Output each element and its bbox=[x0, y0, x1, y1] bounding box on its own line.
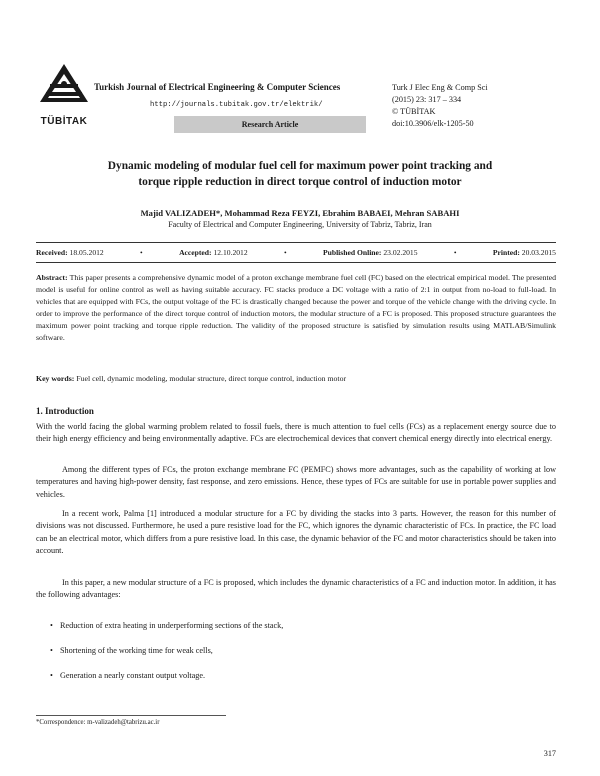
doi[interactable]: doi:10.3906/elk-1205-50 bbox=[392, 119, 474, 128]
affiliation: Faculty of Electrical and Computer Engineering, University of Tabriz, Tabriz, Iran bbox=[168, 220, 432, 229]
bullet-icon: • bbox=[50, 646, 53, 655]
paragraph-1: With the world facing the global warming problem related to fossil fuels, there is much attention to fuel cells (FCs) as a replacement energy source due to their high energy efficiency and being environmentally adaptive. FCs are electrochemical devices that convert chemical energy directly into electrical energy. bbox=[36, 422, 556, 444]
journal-name: Turkish Journal of Electrical Engineering & Computer Sciences bbox=[94, 82, 341, 92]
article-type-badge: Research Article bbox=[174, 116, 366, 133]
accepted-date: Accepted: 12.10.2012 bbox=[179, 248, 248, 257]
citation-block bbox=[392, 82, 488, 130]
date-separator: • bbox=[140, 248, 143, 257]
author-list: Majid VALIZADEH*, Mohammad Reza FEYZI, Ebrahim BABAEI, Mehran SABAHI bbox=[140, 208, 460, 218]
dates-bar bbox=[36, 248, 556, 257]
list-item: • Shortening of the working time for weak cells, bbox=[50, 646, 213, 655]
bullet-icon: • bbox=[50, 671, 53, 680]
divider-top bbox=[36, 242, 556, 243]
copyright: © TÜBİTAK bbox=[392, 107, 436, 116]
paragraph-3: In a recent work, Palma [1] introduced a modular structure for a FC by dividing the stacks into 3 parts. However, the reason for this number of divisions was not discussed. Furthermore, he used a pure resistive load for the FC, which ignores the dynamic characteristic of FCs. In practice, the FC load can be an electrical motor, which differs from a pure resistive load. In this case, the dynamic behavior of the FC and motor characteristics should be taken into account. bbox=[36, 509, 556, 556]
published-date: Published Online: 23.02.2015 bbox=[322, 248, 418, 257]
title-line-2: torque ripple reduction in direct torque control of induction motor bbox=[138, 176, 462, 188]
bullet-icon: • bbox=[50, 621, 53, 630]
keywords-text: Fuel cell, dynamic modeling, modular structure, direct torque control, induction motor bbox=[76, 374, 347, 383]
abstract-label: Abstract: bbox=[36, 273, 68, 282]
received-date: Received: 18.05.2012 bbox=[36, 248, 104, 257]
date-separator: • bbox=[453, 248, 457, 257]
page-number: 317 bbox=[543, 749, 556, 758]
divider-bottom bbox=[36, 262, 556, 263]
keywords-label: Key words: bbox=[36, 374, 75, 383]
date-separator: • bbox=[283, 248, 287, 257]
citation-journal: Turk J Elec Eng & Comp Sci bbox=[392, 83, 488, 92]
list-item: • Generation a nearly constant output voltage. bbox=[50, 671, 206, 680]
printed-date: Printed: 20.03.2015 bbox=[492, 248, 556, 257]
title-line-1: Dynamic modeling of modular fuel cell for maximum power point tracking and bbox=[107, 160, 493, 172]
keywords bbox=[36, 374, 556, 383]
citation-volume: (2015) 23: 317 – 334 bbox=[392, 95, 462, 104]
abstract-text: This paper presents a comprehensive dynamic model of a proton exchange membrane fuel cell (FC) based on the electrical empirical model. The presented model is useful for online control as well as having suitable accuracy. FC stacks produce a DC voltage with a ratio of 2:1 in output from no-load to full-load. In vehicles that are equipped with FCs, the output voltage of the FC is drastically changed because the power and torque of the vehicle change with the driving cycle. In order to improve the performance of the direct torque control of induction motors, the modular structure of a FC is proposed. This proposed structure guarantees the maximum power point tracking and torque ripple reduction. The validity of the proposed structure is satisfied by simulation results using MATLAB/Simulink software. bbox=[36, 273, 556, 342]
paragraph-4: In this paper, a new modular structure of a FC is proposed, which includes the dynamic characteristics of a FC and induction motor. In addition, it has the following advantages: bbox=[36, 578, 556, 600]
footnote-divider bbox=[36, 715, 226, 716]
correspondence-footnote: *Correspondence: m-valizadeh@tabrizu.ac.ir bbox=[36, 719, 160, 726]
paper-title bbox=[30, 158, 570, 190]
section-heading: 1. Introduction bbox=[36, 406, 94, 416]
abstract bbox=[36, 272, 556, 343]
logo-wordmark: TÜBİTAK bbox=[40, 116, 88, 127]
journal-url[interactable]: http://journals.tubitak.gov.tr/elektrik/ bbox=[150, 101, 323, 109]
paragraph-2: Among the different types of FCs, the proton exchange membrane FC (PEMFC) shows more advantages, such as the capability of working at low temperatures and having high-power density, fast response, and zero emissions. Hence, these types of FCs are suitable for use in portable power supplies and vehicles. bbox=[36, 465, 556, 499]
list-item: • Reduction of extra heating in underperforming sections of the stack, bbox=[50, 621, 284, 630]
